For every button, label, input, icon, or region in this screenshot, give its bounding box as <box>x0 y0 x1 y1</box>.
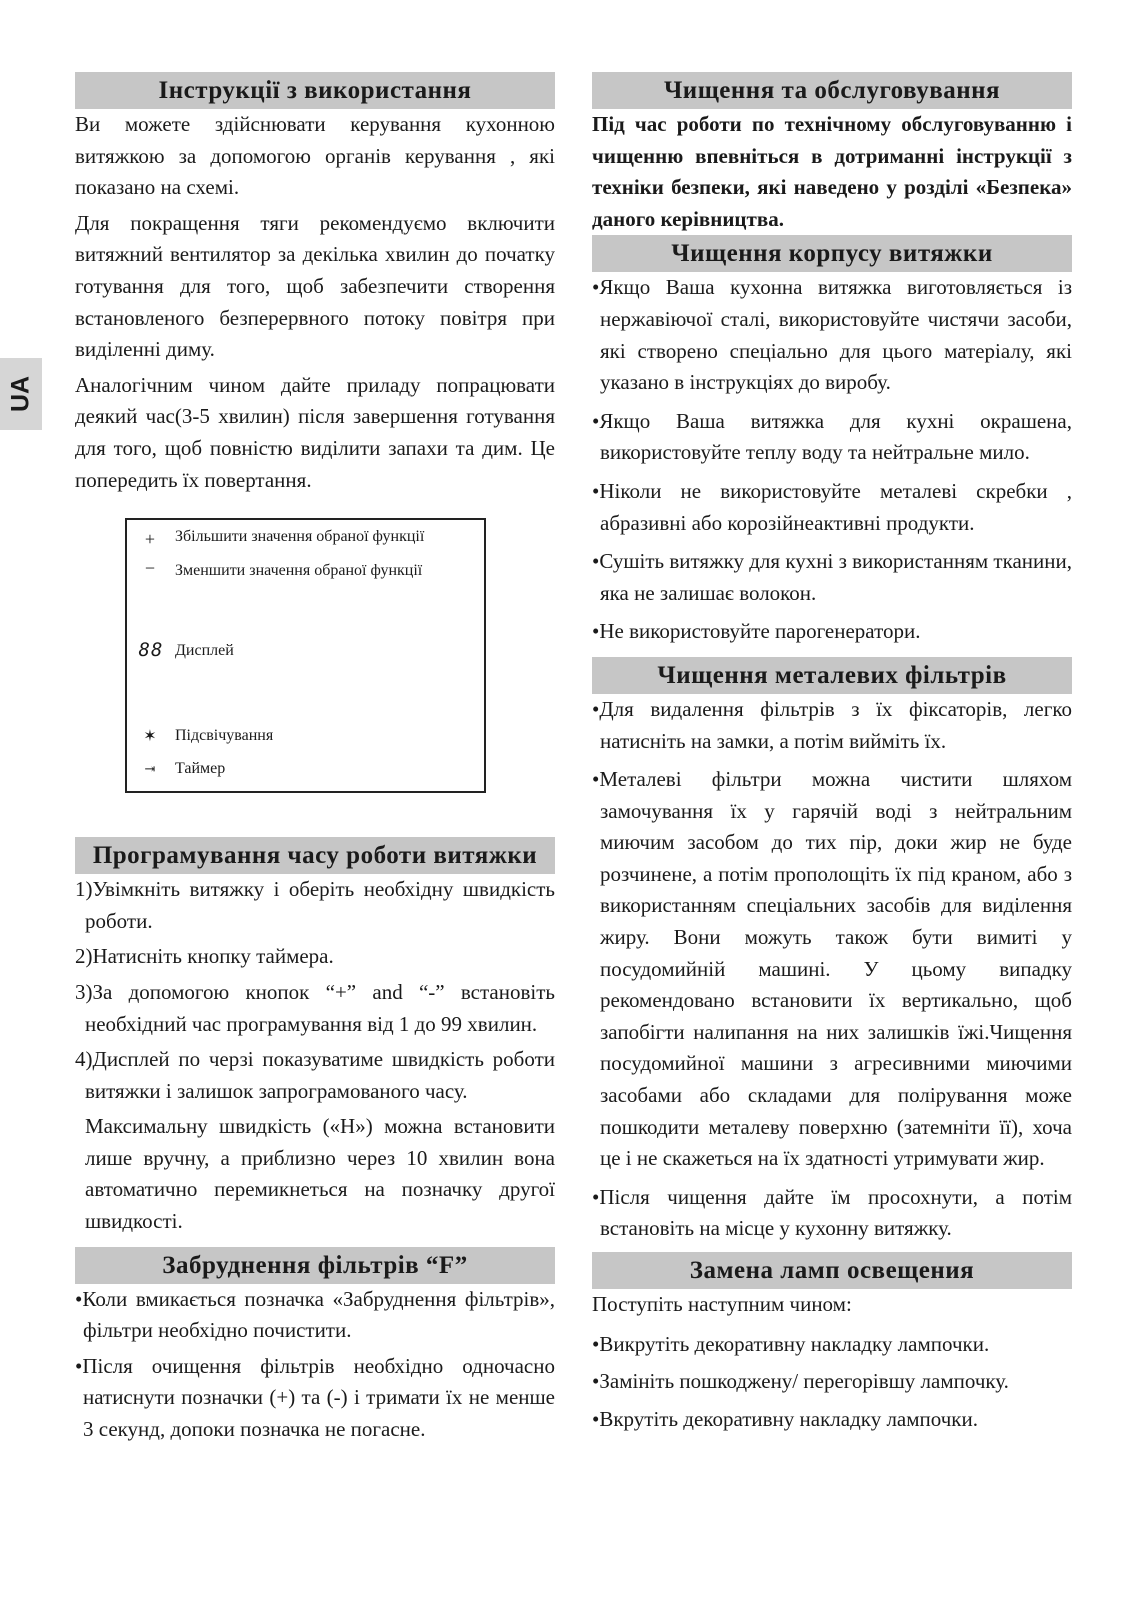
safety-warning: Під час роботи по технічному обслуговуванню і чищенню впевніться в дотриманні інструкції з техніки безпеки, які наведено у розділі «Безпека» даного керівництва. <box>592 112 1072 231</box>
filter-note-1: •Коли вмикається позначка «Забруднення фільтрів», фільтри необхідно почистити. <box>75 1286 555 1343</box>
lamp-step-3: •Вкрутіть декоративну накладку лампочки. <box>592 1406 978 1431</box>
legend-label-timer: Таймер <box>175 760 226 778</box>
housing-note-5: •Не використовуйте парогенератори. <box>592 619 921 644</box>
language-tab-label: UA <box>6 375 35 413</box>
paragraph-after-cooking: Аналогічним чином дайте приладу попрацювати деякий час(3-5 хвилин) після завершення готування для того, щоб повністю виділити запахи та дим. Це попередить їх повертання. <box>75 372 555 492</box>
housing-note-3: •Ніколи не використовуйте металеві скребки , абразивні або корозійнеактивні продукти. <box>592 478 1072 535</box>
legend-label-plus: Збільшити значення обраної функції <box>175 528 425 546</box>
minus-icon: − <box>144 558 156 579</box>
metal-filter-note-3: •Після чищення дайте їм просохнути, а потім встановіть на місце у кухонну витяжку. <box>592 1184 1072 1241</box>
step-4: 4)Дисплей по черзі показуватиме швидкість роботи витяжки і залишок запрограмованого часу. <box>75 1047 555 1103</box>
display-icon: 88 <box>138 639 164 662</box>
paragraph-controls: Ви можете здійснювати керування кухонною витяжкою за допомогою органів керування , які показано на схемі. <box>75 112 555 200</box>
legend-label-display: Дисплей <box>175 642 234 660</box>
heading-cleaning-maintenance: Чищення та обслуговування <box>592 72 1072 109</box>
metal-filter-note-2: •Металеві фільтри можна чистити шляхом замочування їх у гарячій воді з нейтральним миючим засобом до тих пір, доки жир не буде розчинене, а потім прополощіть їх під краном, або з використанням спеціальних засобів для виділення жиру. Вони можуть також бути вимиті у посудомийній машині. У цьому випадку рекомендовано встановити їх вертикально, щоб запобігти налипання на них залишків їжі.Чищення посудомийної машини з агресивними миючими засобами або складами для полірування може пошкодити металеву поверхню (затемніти її), хоча це і не скажеться на їх здатності утримувати жир. <box>592 767 1072 1171</box>
heading-lamp-replacement: Замена ламп освещения <box>592 1252 1072 1289</box>
lamp-intro: Поступіть наступним чином: <box>592 1292 852 1316</box>
language-tab <box>0 358 42 430</box>
paragraph-draft: Для покращення тяги рекомендуємо включити витяжний вентилятор за декілька хвилин до початку готування для того, щоб забезпечити створення встановленого безперервного потоку повітря при виділенні диму. <box>75 210 555 362</box>
heading-metal-filters: Чищення металевих фільтрів <box>592 657 1072 694</box>
step-1: 1)Увімкніть витяжку і оберіть необхідну швидкість роботи. <box>75 877 555 933</box>
step-3: 3)За допомогою кнопок “+” and “-” встановіть необхідний час програмування від 1 до 99 хвилин. <box>75 979 555 1036</box>
max-speed-note: Максимальну швидкість («H») можна встановити лише вручну, а приблизно через 10 хвилин вона автоматично перемикнеться на позначку другої швидкості. <box>85 1114 555 1234</box>
metal-filter-note-1: •Для видалення фільтрів з їх фіксаторів, легко натисніть на замки, а потім вийміть їх. <box>592 696 1072 753</box>
lamp-step-2: •Замініть пошкоджену/ перегорівшу лампочку. <box>592 1369 1009 1394</box>
left-column <box>75 72 555 1446</box>
heading-housing-cleaning: Чищення корпусу витяжки <box>592 235 1072 272</box>
light-icon: ✶ <box>143 728 157 746</box>
filter-note-2: •Після очищення фільтрів необхідно одночасно натиснути позначки (+) та (-) і тримати їх не менше 3 секунд, допоки позначка не погасне. <box>75 1353 555 1442</box>
timer-icon: ⇥ <box>144 761 156 777</box>
step-2: 2)Натисніть кнопку таймера. <box>75 944 334 969</box>
right-column <box>592 72 1072 1435</box>
heading-timer-programming: Програмування часу роботи витяжки <box>75 837 555 874</box>
lamp-step-1: •Викрутіть декоративну накладку лампочки. <box>592 1331 990 1356</box>
heading-filter-saturation: Забруднення фільтрів “F” <box>75 1247 555 1284</box>
housing-note-1: •Якщо Ваша кухонна витяжка виготовляється із нержавіючої сталі, використовуйте чистячи засоби, які створено спеціально для цього матеріалу, які указано в інструкціях до виробу. <box>592 275 1072 395</box>
legend-label-minus: Зменшити значення обраної функції <box>175 562 423 580</box>
housing-note-4: •Сушіть витяжку для кухні з використанням тканини, яка не залишає волокон. <box>592 549 1072 605</box>
legend-label-light: Підсвічування <box>175 727 274 745</box>
control-panel-diagram <box>125 518 486 793</box>
housing-note-2: •Якщо Ваша витяжка для кухні окрашена, використовуйте теплу воду та нейтральне мило. <box>592 408 1072 465</box>
plus-icon: + <box>144 529 156 550</box>
heading-instructions: Інструкції з використання <box>75 72 555 109</box>
